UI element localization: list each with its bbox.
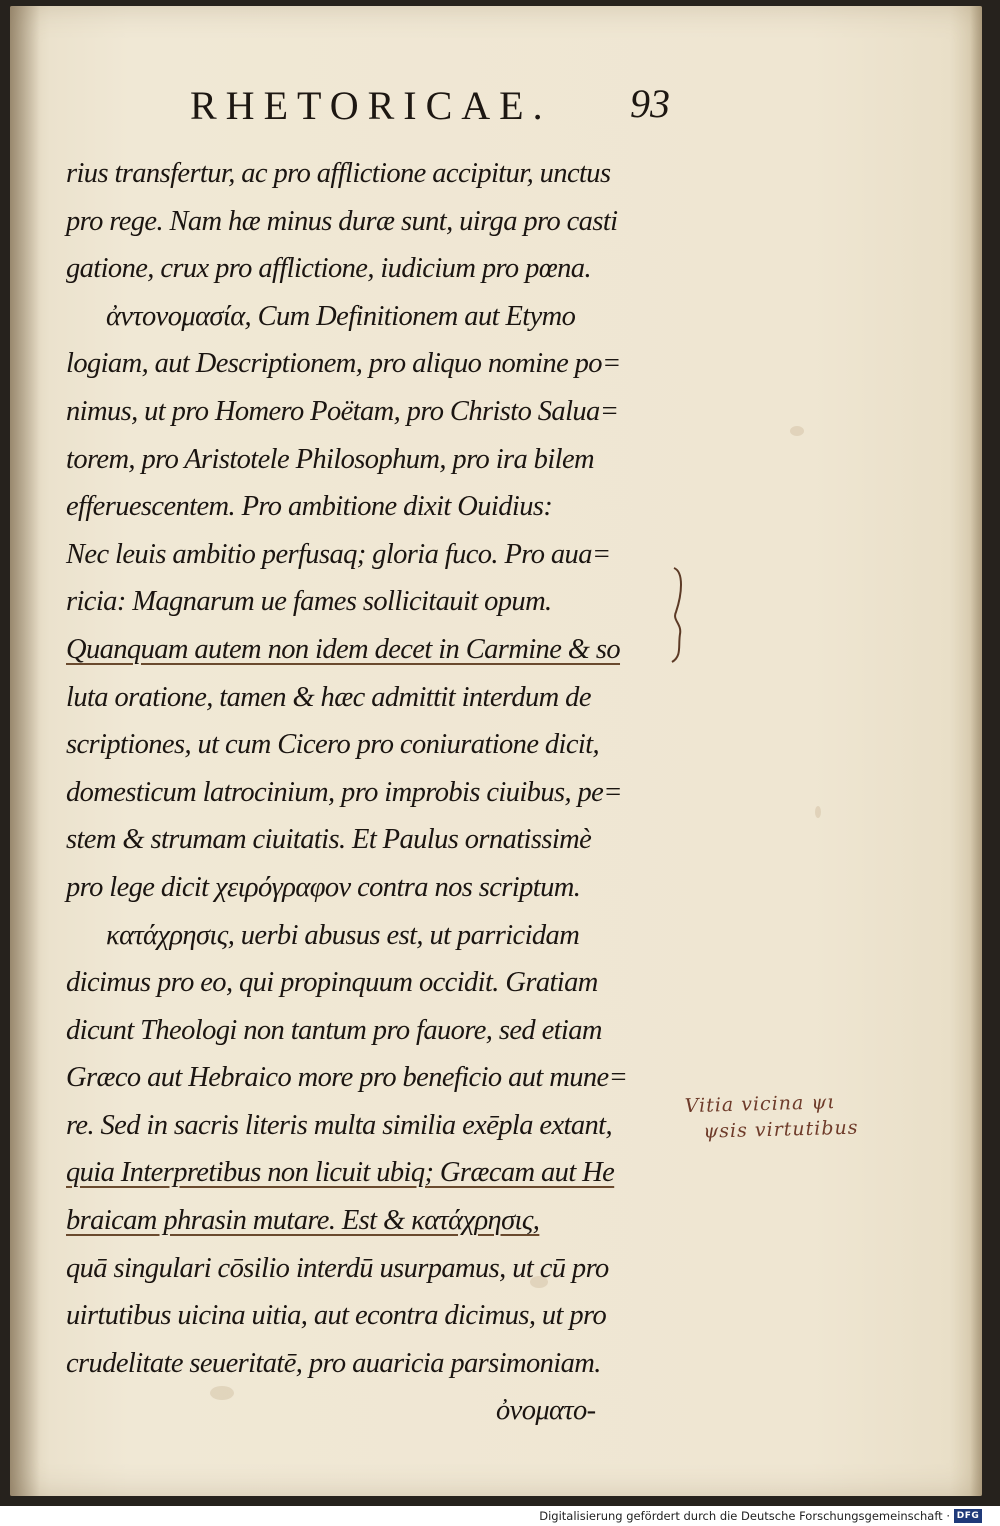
gutter-shadow xyxy=(10,6,40,1496)
text-line: dicimus pro eo, qui propinquum occidit. Gratiam xyxy=(66,967,598,999)
text-line: Nec leuis ambitio perfusaq; gloria fuco. Pro aua= xyxy=(66,538,611,570)
text-line: re. Sed in sacris literis multa similia exēpla extant, xyxy=(66,1109,612,1141)
text-line: logiam, aut Descriptionem, pro aliquo nomine po= xyxy=(66,348,621,380)
page-number: 93 xyxy=(630,81,670,126)
text-line-underlined: braicam phrasin mutare. Est & κατάχρησις, xyxy=(66,1205,540,1237)
catchword: ὀνοματο- xyxy=(496,1395,596,1427)
text-line-underlined: quia Interpretibus non licuit ubiq; Græcam aut He xyxy=(66,1157,615,1189)
text-block xyxy=(66,150,676,1435)
text-line: gatione, crux pro afflictione, iudicium pro pœna. xyxy=(66,253,591,285)
text-line: crudelitate seueritatē, pro auaricia parsimoniam. xyxy=(66,1347,601,1379)
footer-credit: Digitalisierung gefördert durch die Deutsche Forschungsgemeinschaft · xyxy=(539,1509,950,1523)
text-line: pro lege dicit χειρόγραφον contra nos scriptum. xyxy=(66,871,581,903)
text-line: domesticum latrocinium, pro improbis ciuibus, pe= xyxy=(66,776,622,808)
paper-stain xyxy=(790,426,804,436)
dfg-logo: DFG xyxy=(954,1509,982,1523)
marginalia-line: Vitia vicina ψι xyxy=(684,1091,836,1118)
running-head: RHETORICAE. xyxy=(190,83,552,128)
text-line: nimus, ut pro Homero Poëtam, pro Christo Salua= xyxy=(66,395,619,427)
text-line: pro rege. Nam hæ minus duræ sunt, uirga pro casti xyxy=(66,205,618,237)
text-line: κατάχρησις, uerbi abusus est, ut parricidam xyxy=(106,919,580,951)
footer-bar xyxy=(0,1506,1000,1526)
text-line-underlined: Quanquam autem non idem decet in Carmine & so xyxy=(66,633,621,665)
text-line: luta oratione, tamen & hæc admittit interdum de xyxy=(66,681,591,713)
text-line: efferuescentem. Pro ambitione dixit Ouidius: xyxy=(66,491,553,523)
text-line: ricia: Magnarum ue fames sollicitauit opum. xyxy=(66,586,552,618)
text-line: quā singulari cōsilio interdū usurpamus, ut cū pro xyxy=(66,1252,609,1284)
text-line: ἀντονομασία, Cum Definitionem aut Etymo xyxy=(106,300,576,332)
text-line: dicunt Theologi non tantum pro fauore, sed etiam xyxy=(66,1014,602,1046)
margin-bracket-icon xyxy=(668,564,690,664)
marginalia-line: ψsis virtutibus xyxy=(703,1116,859,1143)
text-line: rius transfertur, ac pro afflictione accipitur, unctus xyxy=(66,158,611,189)
text-line: uirtutibus uicina uitia, aut econtra dicimus, ut pro xyxy=(66,1300,607,1332)
handwritten-marginalia xyxy=(684,1087,925,1145)
text-line: stem & strumam ciuitatis. Et Paulus ornatissimè xyxy=(66,824,592,856)
text-line: Græco aut Hebraico more pro beneficio aut mune= xyxy=(66,1062,628,1094)
page-edge-shadow xyxy=(970,6,982,1496)
paper-stain xyxy=(815,806,821,818)
text-line: scriptiones, ut cum Cicero pro coniuratione dicit, xyxy=(66,729,600,761)
text-line: torem, pro Aristotele Philosophum, pro ira bilem xyxy=(66,443,594,475)
